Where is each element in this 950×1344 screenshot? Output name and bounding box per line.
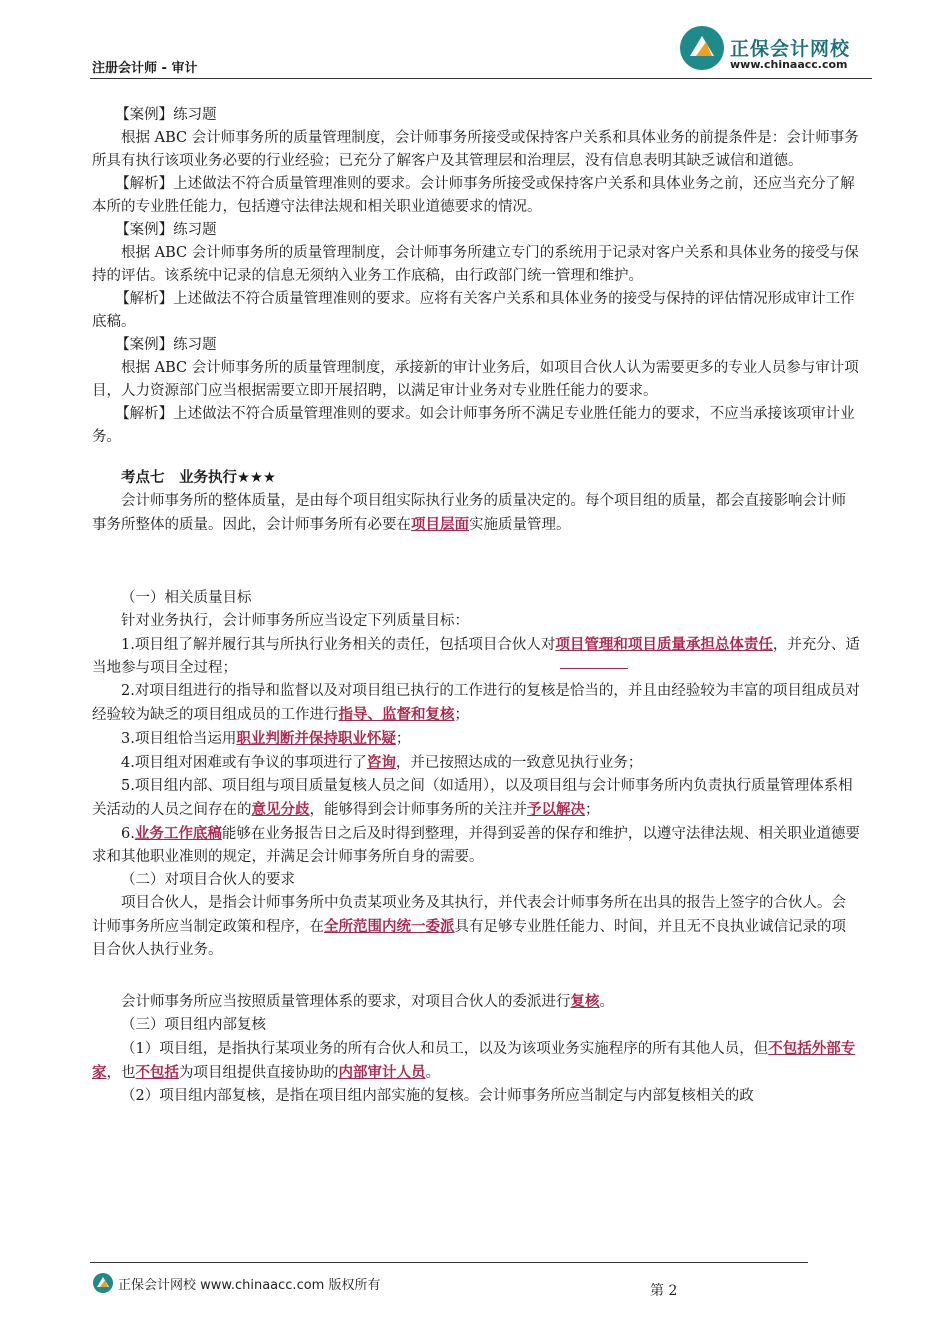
part3-title: （三）项目组内部复核 [121, 1017, 266, 1033]
highlight-professional-judgment: 职业判断并保持职业怀疑 [236, 730, 396, 747]
part1-item-2: 2.对项目组进行的指导和监督以及对项目组已执行的工作进行的复核是恰当的，并且由经验较为丰富的项目组成员对经验较为缺乏的项目组成员的工作进行指导、监督和复核； [92, 683, 860, 723]
case-2-body: 根据 ABC 会计师事务所的质量管理制度，会计师事务所建立专门的系统用于记录对客户关系和具体业务的接受与保持的评估。该系统中记录的信息无须纳入业务工作底稿，由行政部门统一管理和维护。 [92, 245, 859, 284]
case-3-tag: 【案例】练习题 [115, 337, 217, 353]
brand-name: 正保会计网校 [730, 38, 851, 60]
part2-title: （二）对项目合伙人的要求 [121, 872, 295, 888]
part1-item-1: 1.项目组了解并履行其与所执行业务相关的责任，包括项目合伙人对项目管理和项目质量承担总体责任，并充分、适当地参与项目全过程； [92, 636, 860, 676]
part1-item-6: 6.业务工作底稿能够在业务报告日之后及时得到整理，并得到妥善的保存和维护，以遵守法律法规、相关职业道德要求和其他职业准则的规定，并满足会计师事务所自身的需要。 [92, 825, 860, 865]
footer-copyright: 正保会计网校 www.chinaacc.com 版权所有 [118, 1278, 381, 1293]
section-title: 考点七 业务执行★★★ [121, 470, 276, 486]
part2-para-1: 项目合伙人，是指会计师事务所中负责某项业务及其执行，并代表会计师事务所在出具的报告上签字的合伙人。会计师事务所应当制定政策和程序，在全所范围内统一委派具有足够专业胜任能力、时间，并且无不良执业诚信记录的项目合伙人执行业务。 [92, 895, 846, 958]
case-3-body: 根据 ABC 会计师事务所的质量管理制度，承接新的审计业务后，如项目合伙人认为需要更多的专业人员参与审计项目，人力资源部门应当根据需要立即开展招聘，以满足审计业务对专业胜任能力的要求。 [92, 360, 859, 399]
part1-title: （一）相关质量目标 [121, 590, 252, 606]
part3-para-1: （1）项目组，是指执行某项业务的所有合伙人和员工，以及为该项业务实施程序的所有其他人员，但不包括外部专家，也不包括为项目组提供直接协助的内部审计人员。 [92, 1040, 856, 1081]
part1-lead: 针对业务执行，会计师事务所应当设定下列质量目标： [121, 613, 469, 629]
part2-para-2: 会计师事务所应当按照质量管理体系的要求，对项目合伙人的委派进行复核。 [121, 993, 614, 1010]
document-header-title: 注册会计师 - 审计 [92, 61, 198, 76]
case-2-tag: 【案例】练习题 [115, 222, 217, 238]
part1-item-5: 5.项目组内部、项目组与项目质量复核人员之间（如适用），以及项目组与会计师事务所内负责执行质量管理体系相关活动的人员之间存在的意见分歧，能够得到会计师事务所的关注并予以解决； [92, 778, 853, 818]
highlight-working-papers: 业务工作底稿 [134, 825, 222, 842]
footer-divider [90, 1262, 808, 1263]
brand-logo-icon [678, 24, 726, 72]
case-1-body: 根据 ABC 会计师事务所的质量管理制度，会计师事务所接受或保持客户关系和具体业务的前提条件是：会计师事务所具有执行该项业务必要的行业经验；已充分了解客户及其管理层和治理层，没有信息表明其缺乏诚信和道德。 [92, 130, 859, 169]
section-intro: 会计师事务所的整体质量，是由每个项目组实际执行业务的质量决定的。每个项目组的质量，都会直接影响会计师事务所整体的质量。因此，会计师事务所有必要在项目层面实施质量管理。 [92, 493, 846, 533]
document-body [92, 104, 860, 1108]
case-3-analysis: 【解析】上述做法不符合质量管理准则的要求。如会计师事务所不满足专业胜任能力的要求，不应当承接该项审计业务。 [92, 406, 855, 445]
brand-url[interactable]: www.chinaacc.com [730, 58, 848, 71]
part3-para-2: （2）项目组内部复核，是指在项目组内部实施的复核。会计师事务所应当制定与内部复核相关的政 [121, 1088, 754, 1104]
highlight-external-experts: 不包括外部专家 [92, 1040, 856, 1081]
brand-logo[interactable] [678, 24, 878, 76]
highlight-resolve: 予以解决 [527, 801, 585, 818]
footer-logo-icon [92, 1272, 114, 1294]
highlight-guide-supervise-review: 指导、监督和复核 [338, 706, 455, 723]
highlight-disagreement: 意见分歧 [251, 801, 310, 818]
highlight-internal-auditors: 内部审计人员 [338, 1064, 426, 1081]
case-1-analysis: 【解析】上述做法不符合质量管理准则的要求。会计师事务所接受或保持客户关系和具体业务之前，还应当充分了解本所的专业胜任能力，包括遵守法律法规和相关职业道德要求的情况。 [92, 176, 855, 215]
highlight-overall-responsibility: 项目管理和项目质量承担总体责任 [555, 636, 773, 653]
highlight-firm-wide-assignment: 全所范围内统一委派 [324, 918, 455, 935]
highlight-consultation: 咨询 [366, 754, 396, 771]
highlight-not-include: 不包括 [135, 1064, 179, 1081]
highlight-project-level: 项目层面 [411, 516, 469, 533]
case-2-analysis: 【解析】上述做法不符合质量管理准则的要求。应将有关客户关系和具体业务的接受与保持的评估情况形成审计工作底稿。 [92, 291, 855, 330]
case-1-tag: 【案例】练习题 [115, 107, 217, 123]
page-number: 第 2 [650, 1283, 678, 1299]
part1-item-4: 4.项目组对困难或有争议的事项进行了咨询，并已按照达成的一致意见执行业务； [121, 754, 643, 771]
header-divider [90, 78, 872, 79]
part1-item-3: 3.项目组恰当运用职业判断并保持职业怀疑； [121, 730, 411, 747]
highlight-review: 复核 [570, 993, 600, 1010]
decorative-underline [560, 668, 628, 669]
